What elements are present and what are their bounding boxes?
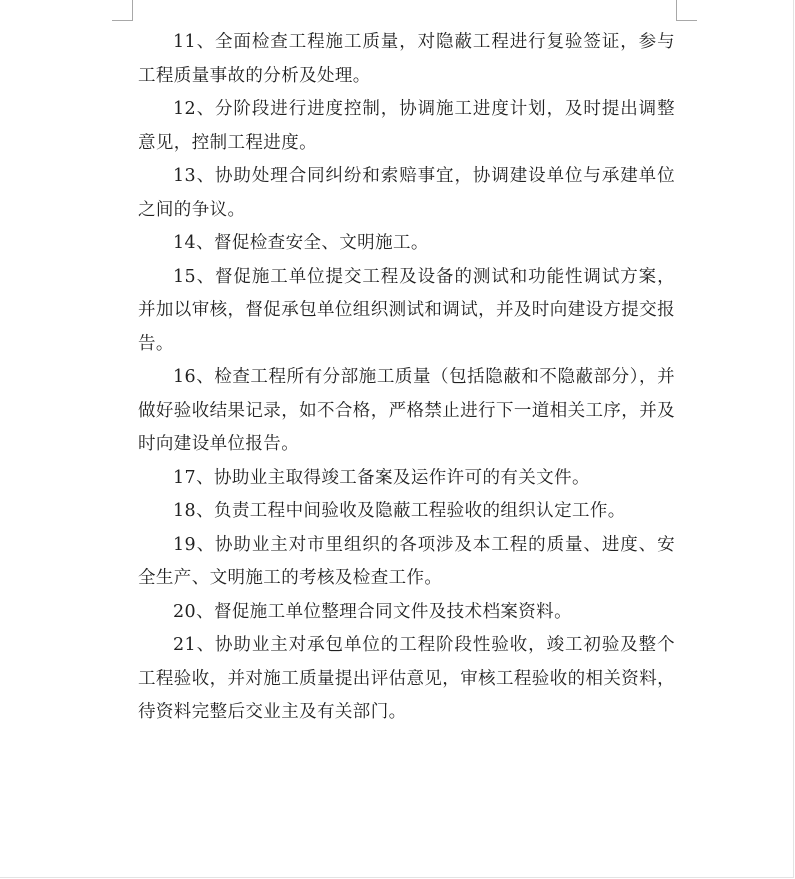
- paragraph-12[interactable]: 12、分阶段进行进度控制，协调施工进度计划，及时提出调整意见，控制工程进度。: [138, 99, 675, 153]
- document-body[interactable]: [138, 26, 675, 730]
- paragraph-15[interactable]: 15、督促施工单位提交工程及设备的测试和功能性调试方案，并加以审核，督促承包单位组织测试和调试，并及时向建设方提交报告。: [138, 266, 675, 354]
- paragraph-11[interactable]: 11、全面检查工程施工质量，对隐蔽工程进行复验签证，参与工程质量事故的分析及处理。: [138, 32, 675, 86]
- paragraph-19[interactable]: 19、协助业主对市里组织的各项涉及本工程的质量、进度、安全生产、文明施工的考核及检查工作。: [138, 534, 675, 588]
- paragraph-18[interactable]: 18、负责工程中间验收及隐蔽工程验收的组织认定工作。: [173, 501, 626, 521]
- paragraph-17[interactable]: 17、协助业主取得竣工备案及运作许可的有关文件。: [173, 467, 590, 488]
- paragraph-21[interactable]: 21、协助业主对承包单位的工程阶段性验收，竣工初验及整个工程验收，并对施工质量提出评估意见，审核工程验收的相关资料，待资料完整后交业主及有关部门。: [138, 635, 675, 722]
- crop-mark-top-right: [676, 0, 697, 21]
- paragraph-13[interactable]: 13、协助处理合同纠纷和索赔事宜，协调建设单位与承建单位之间的争议。: [138, 166, 675, 220]
- crop-mark-top-left: [112, 0, 133, 21]
- paragraph-14[interactable]: 14、督促检查安全、文明施工。: [173, 233, 429, 253]
- paragraph-20[interactable]: 20、督促施工单位整理合同文件及技术档案资料。: [173, 601, 572, 622]
- paragraph-16[interactable]: 16、检查工程所有分部施工质量（包括隐蔽和不隐蔽部分），并做好验收结果记录，如不合格，严格禁止进行下一道相关工序，并及时向建设单位报告。: [138, 367, 675, 454]
